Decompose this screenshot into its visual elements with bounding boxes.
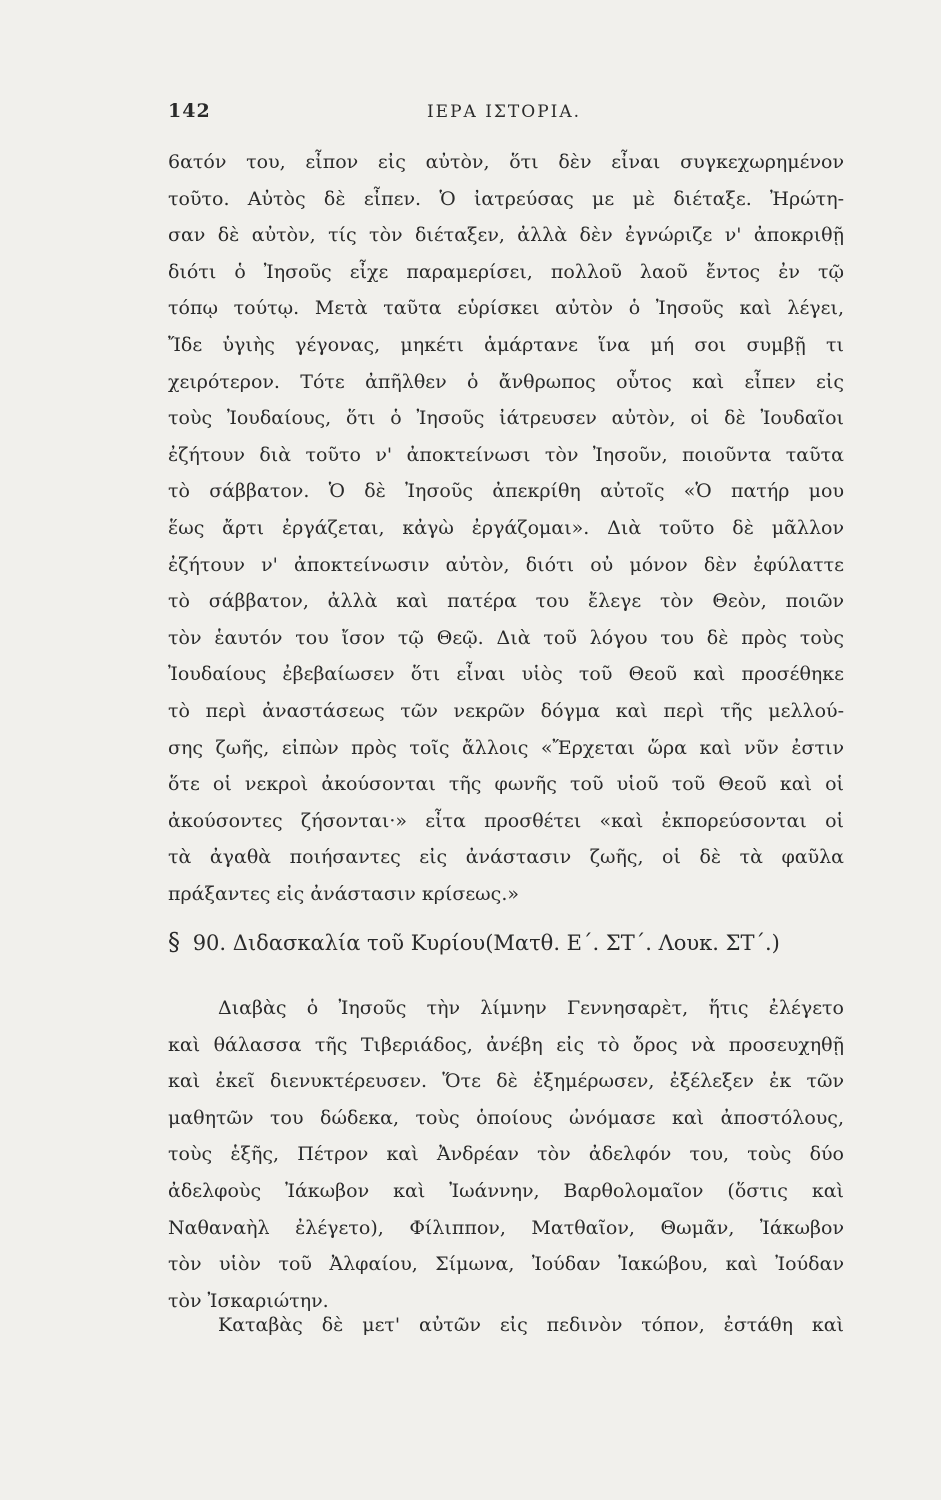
text-line: τὸ σάββατον. Ὁ δὲ Ἰησοῦς ἀπεκρίθη αὐτοῖς «Ὁ πατήρ μου	[168, 480, 844, 503]
text-line: διότι ὁ Ἰησοῦς εἶχε παραμερίσει, πολλοῦ λαοῦ ἔντος ἐν τῷ	[168, 260, 844, 283]
running-title: ΙΕΡΑ ΙΣΤΟΡΙΑ.	[426, 102, 582, 122]
text-line: 6ατόν του, εἶπον εἰς αὐτὸν, ὅτι δὲν εἶναι συγκεχωρημένον	[168, 151, 844, 173]
section-number: 90.	[192, 931, 227, 955]
text-line: καὶ ἐκεῖ διενυκτέρευσεν. Ὅτε δὲ ἐξημέρωσεν, ἐξέλεξεν ἐκ τῶν	[168, 1070, 844, 1093]
running-head	[168, 100, 840, 130]
text-line: ἀδελφοὺς Ἰάκωβον καὶ Ἰωάννην, Βαρθολομαῖον (ὅστις καὶ	[168, 1179, 844, 1202]
text-line: τὸν ἑαυτόν του ἴσον τῷ Θεῷ. Διὰ τοῦ λόγου του δὲ πρὸς τοὺς	[168, 626, 844, 649]
paragraph-3	[168, 1307, 844, 1344]
text-line: Καταβὰς δὲ μετ' αὐτῶν εἰς πεδινὸν τόπον, ἐστάθη καὶ	[218, 1314, 844, 1336]
text-line: Ἴδε ὑγιὴς γέγονας, μηκέτι ἁμάρτανε ἵνα μή σοι συμβῇ τι	[168, 333, 844, 356]
text-line: μαθητῶν του δώδεκα, τοὺς ὁποίους ὠνόμασε καὶ ἀποστόλους,	[168, 1106, 844, 1129]
text-line: Διαβὰς ὁ Ἰησοῦς τὴν λίμνην Γεννησαρὲτ, ἥτις ἐλέγετο	[218, 997, 844, 1019]
text-line: σαν δὲ αὐτὸν, τίς τὸν διέταξεν, ἀλλὰ δὲν ἐγνώριζε ν' ἀποκριθῇ	[168, 224, 844, 247]
text-line: ὅτε οἱ νεκροὶ ἀκούσονται τῆς φωνῆς τοῦ υἱοῦ τοῦ Θεοῦ καὶ οἱ	[168, 773, 844, 796]
text-line: τοῦτο. Αὐτὸς δὲ εἶπεν. Ὁ ἰατρεύσας με μὲ διέταξε. Ἠρώτη-	[168, 187, 844, 210]
text-line: χειρότερον. Τότε ἀπῆλθεν ὁ ἄνθρωπος οὗτος καὶ εἶπεν εἰς	[168, 370, 844, 393]
text-line: ἀκούσοντες ζήσονται·» εἶτα προσθέτει «καὶ ἐκπορεύσονται οἱ	[168, 809, 844, 832]
paragraph-1	[168, 144, 844, 912]
text-line: τὸ περὶ ἀναστάσεως τῶν νεκρῶν δόγμα καὶ περὶ τῆς μελλού-	[168, 699, 844, 722]
text-line: τοὺς ἑξῆς, Πέτρον καὶ Ἀνδρέαν τὸν ἀδελφόν του, τοὺς δύο	[168, 1143, 844, 1166]
text-line: σης ζωῆς, εἰπὼν πρὸς τοῖς ἄλλοις «Ἔρχεται ὥρα καὶ νῦν ἐστιν	[168, 736, 844, 759]
section-heading	[168, 922, 844, 962]
paragraph-2	[168, 990, 844, 1319]
section-symbol: §	[168, 928, 180, 956]
text-line: ἐζήτουν διὰ τοῦτο ν' ἀποκτείνωσι τὸν Ἰησοῦν, ποιοῦντα ταῦτα	[168, 443, 844, 466]
text-line: ἕως ἄρτι ἐργάζεται, κἀγὼ ἐργάζομαι». Διὰ τοῦτο δὲ μᾶλλον	[168, 516, 844, 539]
page-number: 142	[168, 100, 211, 122]
text-line: ἐζήτουν ν' ἀποκτείνωσιν αὐτὸν, διότι οὐ μόνον δὲν ἐφύλαττε	[168, 553, 844, 576]
text-line: τὸ σάββατον, ἀλλὰ καὶ πατέρα του ἔλεγε τὸν Θεὸν, ποιῶν	[168, 590, 844, 613]
text-line: Ναθαναὴλ ἐλέγετο), Φίλιππον, Ματθαῖον, Θωμᾶν, Ἰάκωβον	[168, 1216, 844, 1239]
text-line: τὸν Ἰσκαριώτην.	[168, 1289, 329, 1312]
text-line: τοὺς Ἰουδαίους, ὅτι ὁ Ἰησοῦς ἰάτρευσεν αὐτὸν, οἱ δὲ Ἰουδαῖοι	[168, 407, 844, 430]
text-line: τὰ ἀγαθὰ ποιήσαντες εἰς ἀνάστασιν ζωῆς, οἱ δὲ τὰ φαῦλα	[168, 846, 844, 869]
text-line: καὶ θάλασσα τῆς Τιβεριάδος, ἀνέβη εἰς τὸ ὄρος νὰ προσευχηθῇ	[168, 1033, 844, 1056]
section-title: Διδασκαλία τοῦ Κυρίου(Ματθ. Ε΄. ΣΤ΄. Λουκ. ΣΤ΄.)	[232, 931, 780, 955]
text-line: Ἰουδαίους ἐβεβαίωσεν ὅτι εἶναι υἱὸς τοῦ Θεοῦ καὶ προσέθηκε	[168, 663, 844, 686]
text-line: τὸν υἱὸν τοῦ Ἀλφαίου, Σίμωνα, Ἰούδαν Ἰακώβου, καὶ Ἰούδαν	[168, 1253, 844, 1276]
text-line: πράξαντες εἰς ἀνάστασιν κρίσεως.»	[168, 882, 519, 905]
text-line: τόπῳ τούτῳ. Μετὰ ταῦτα εὑρίσκει αὐτὸν ὁ Ἰησοῦς καὶ λέγει,	[168, 297, 844, 320]
